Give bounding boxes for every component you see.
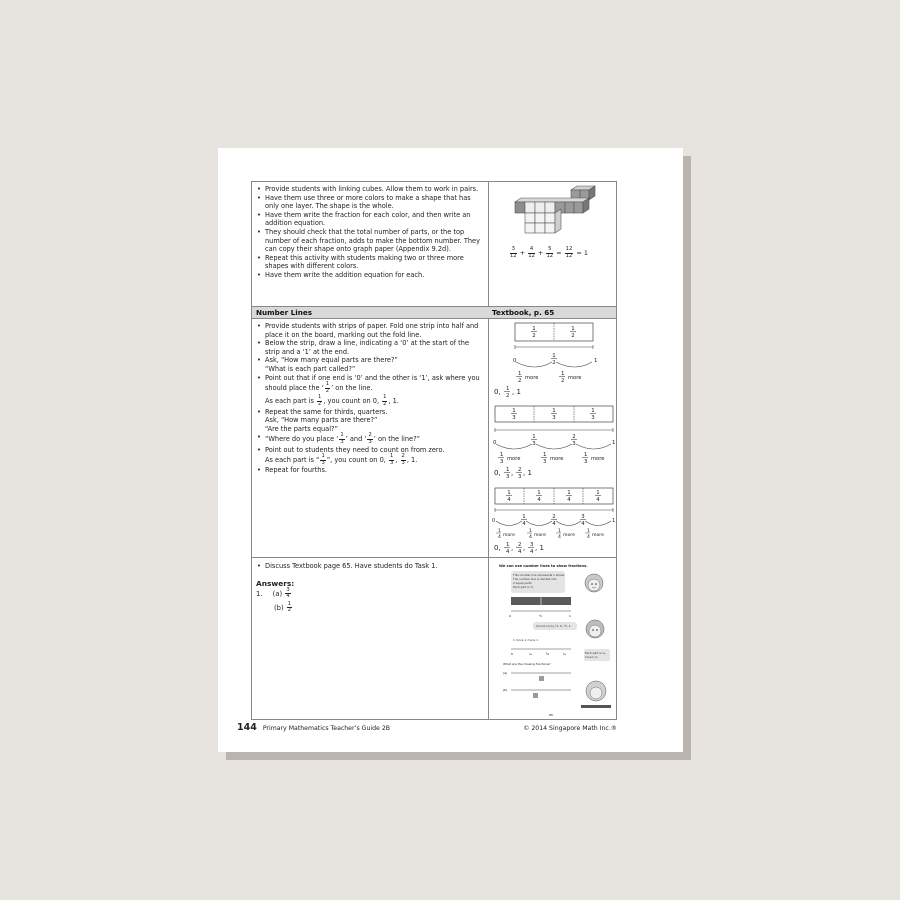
fraction-half: $\frac{1}{2}$ xyxy=(383,394,387,407)
svg-text:1: 1 xyxy=(612,518,616,524)
number-line-figures xyxy=(491,320,615,560)
linking-cubes-instructions xyxy=(256,185,484,280)
svg-text:¾: ¾ xyxy=(563,652,566,656)
page-footer-left xyxy=(237,722,390,733)
svg-text:Each part is ¼.: Each part is ¼. xyxy=(585,651,607,655)
svg-text:more: more xyxy=(503,533,515,538)
svg-text:1 more 1 more 1: 1 more 1 more 1 xyxy=(513,638,539,642)
instruction-text: As each part is xyxy=(265,397,314,406)
instruction-item: • They should check that the total number of parts, or the top number of each fraction, adds to make the bottom number. They can copy their shape onto graph paper (Appendix 9.2d). xyxy=(256,228,484,254)
svg-text:more: more xyxy=(550,456,564,462)
fraction-half: $\frac{1}{2}$ xyxy=(325,381,330,394)
svg-text:,: , xyxy=(511,469,514,477)
instruction-item: • Below the strip, draw a line, indicating a ‘0’ at the start of the strip and a ‘1’ at the end. xyxy=(256,339,484,356)
svg-text:Count on.: Count on. xyxy=(585,655,599,659)
numerator: 3 xyxy=(286,586,290,593)
svg-text:1: 1 xyxy=(584,452,588,458)
girl-avatar xyxy=(585,574,603,592)
question-number: 1. xyxy=(256,589,263,598)
fraction-half: $\frac{1}{2}$ xyxy=(318,394,322,407)
svg-text:3: 3 xyxy=(543,459,547,465)
instruction-item: • Repeat the same for thirds, quarters. xyxy=(256,408,484,417)
task-instructions xyxy=(256,562,484,614)
svg-text:1: 1 xyxy=(522,514,526,520)
svg-text:4: 4 xyxy=(530,549,534,555)
svg-text:, 1: , 1 xyxy=(523,469,532,477)
svg-text:1: 1 xyxy=(596,490,600,496)
svg-text:3: 3 xyxy=(552,415,556,421)
instruction-text: Point out that if one end is ‘0’ and the other is ‘1’, ask where you should place the ‘ xyxy=(265,373,480,393)
svg-text:3: 3 xyxy=(532,441,536,447)
svg-text:1: 1 xyxy=(506,467,510,473)
svg-text:0,: 0, xyxy=(494,544,501,552)
svg-text:1: 1 xyxy=(506,386,510,392)
svg-text:1: 1 xyxy=(561,371,565,377)
svg-text:4: 4 xyxy=(518,549,522,555)
textbook-title: We can use number lines to show fractions. xyxy=(499,564,588,568)
svg-text:4: 4 xyxy=(522,521,526,527)
fraction-third: $\frac{1}{3}$ xyxy=(340,432,344,445)
svg-text:2: 2 xyxy=(518,378,522,384)
svg-text:more: more xyxy=(591,456,605,462)
instruction-subline xyxy=(256,454,484,466)
answers-heading: Answers: xyxy=(256,578,295,588)
svg-text:4: 4 xyxy=(507,497,511,503)
svg-text:Each part is ½.: Each part is ½. xyxy=(513,585,535,589)
svg-text:, 1: , 1 xyxy=(512,388,521,396)
answer-label: (a) xyxy=(272,589,283,598)
instruction-text: ’ on the line?” xyxy=(373,435,421,444)
svg-text:1: 1 xyxy=(591,408,595,414)
instruction-subline: Ask, “How many parts are there?” xyxy=(265,416,378,425)
svg-text:1: 1 xyxy=(507,490,511,496)
denominator: 2 xyxy=(287,607,292,614)
instruction-text: ”, you count on 0, xyxy=(326,456,386,465)
instruction-subline: “Are the parts equal?” xyxy=(265,424,338,433)
section-header xyxy=(252,307,616,319)
svg-text:3: 3 xyxy=(506,474,510,480)
svg-text:1: 1 xyxy=(500,452,504,458)
plus-sign: + xyxy=(537,249,544,258)
svg-text:2: 2 xyxy=(518,542,522,548)
svg-text:(a): (a) xyxy=(503,671,508,675)
fraction xyxy=(565,247,574,259)
svg-text:3: 3 xyxy=(584,459,588,465)
svg-text:4: 4 xyxy=(552,521,556,527)
instruction-item: • Have them write the addition equation for each. xyxy=(256,271,484,280)
svg-text:2: 2 xyxy=(571,333,575,339)
svg-text:2 equal parts.: 2 equal parts. xyxy=(513,581,533,585)
instruction-item: • Repeat this activity with students making two or three more shapes with different colors. xyxy=(256,254,484,271)
instruction-text: , you count on 0, xyxy=(323,397,380,406)
textbook-page-image xyxy=(491,561,615,719)
instruction-item: • Have them use three or more colors to make a shape that has only one layer. The shape is the whole. xyxy=(256,194,484,211)
instruction-item: • Provide students with strips of paper. Fold one strip into half and place it on the board, marking out the fold line. xyxy=(256,322,484,339)
svg-text:4: 4 xyxy=(506,549,510,555)
svg-text:2: 2 xyxy=(572,434,576,440)
instruction-item: • Point out to students they need to count on from zero. xyxy=(256,446,484,455)
svg-text:1: 1 xyxy=(532,326,536,332)
instruction-text: “Where do you place ‘ xyxy=(265,435,339,444)
number-lines-section xyxy=(252,320,616,558)
fraction xyxy=(546,247,553,259)
fraction-third: $\frac{1}{3}$ xyxy=(389,453,394,466)
instruction-text: , 1. xyxy=(388,397,399,406)
cube-addition-equation xyxy=(509,247,588,259)
svg-text:The number line is divided int: The number line is divided into xyxy=(513,577,557,581)
textbook-reference: Textbook, p. 65 xyxy=(492,308,555,317)
svg-text:1: 1 xyxy=(612,440,616,446)
answer-b xyxy=(274,602,484,614)
cubes-illustration xyxy=(491,184,615,264)
svg-text:,: , xyxy=(523,544,526,552)
svg-text:3: 3 xyxy=(530,542,534,548)
svg-text:1: 1 xyxy=(537,490,541,496)
textbook-page-thumbnail xyxy=(491,561,615,723)
svg-text:4: 4 xyxy=(558,535,561,540)
boy-avatar xyxy=(586,620,604,638)
equals-sign: = xyxy=(576,249,582,258)
numerator: 12 xyxy=(565,246,573,252)
textbook-question: What are the missing fractions? xyxy=(503,662,551,666)
svg-text:3: 3 xyxy=(512,415,516,421)
svg-text:,: , xyxy=(511,544,514,552)
numerator: 3 xyxy=(511,246,515,252)
fraction-two-thirds: $\frac{2}{3}$ xyxy=(368,432,372,445)
svg-text:more: more xyxy=(534,533,546,538)
svg-text:4: 4 xyxy=(529,535,532,540)
svg-text:½: ½ xyxy=(539,614,542,618)
svg-text:0: 0 xyxy=(492,518,496,524)
section-title: Number Lines xyxy=(256,308,313,317)
svg-text:, 1: , 1 xyxy=(535,544,544,552)
copyright-notice: © 2014 Singapore Math Inc.® xyxy=(523,725,617,732)
svg-text:1: 1 xyxy=(543,452,547,458)
instruction-item: • Have them write the fraction for each color, and then write an addition equation. xyxy=(256,211,484,228)
svg-text:0: 0 xyxy=(513,358,517,364)
svg-text:1: 1 xyxy=(567,490,571,496)
svg-text:4: 4 xyxy=(537,497,541,503)
svg-text:1: 1 xyxy=(532,434,536,440)
svg-text:0,: 0, xyxy=(494,469,501,477)
svg-text:4: 4 xyxy=(567,497,571,503)
svg-text:2: 2 xyxy=(561,378,565,384)
svg-text:2: 2 xyxy=(506,393,510,399)
equation-result: 1 xyxy=(583,249,589,258)
instruction-text: ’ on the line. xyxy=(331,384,373,393)
svg-text:1: 1 xyxy=(498,529,501,534)
answer-fraction xyxy=(285,588,290,600)
svg-text:(b): (b) xyxy=(503,688,508,692)
denominator: 12 xyxy=(510,252,517,259)
svg-text:2: 2 xyxy=(532,333,536,339)
page-number: 144 xyxy=(237,722,257,733)
svg-text:1: 1 xyxy=(512,408,516,414)
instruction-item xyxy=(256,433,484,445)
svg-text:0,: 0, xyxy=(494,388,501,396)
instruction-subline xyxy=(256,395,484,407)
plus-sign: + xyxy=(519,249,526,258)
svg-text:²⁄₄: ²⁄₄ xyxy=(546,652,549,656)
svg-text:1: 1 xyxy=(569,614,571,618)
svg-text:0: 0 xyxy=(509,614,511,618)
svg-text:4: 4 xyxy=(596,497,600,503)
numerator: 4 xyxy=(529,246,534,252)
svg-text:3: 3 xyxy=(500,459,504,465)
svg-text:more: more xyxy=(507,456,521,462)
svg-text:0: 0 xyxy=(493,440,497,446)
number-lines-instructions xyxy=(256,322,484,475)
answer-label: (b) xyxy=(274,603,284,612)
instruction-item: • Discuss Textbook page 65. Have students do Task 1. xyxy=(256,562,484,571)
instruction-text: , 1. xyxy=(406,456,418,465)
instruction-item: • Repeat for fourths. xyxy=(256,466,484,475)
numerator: 5 xyxy=(548,246,552,252)
numerator: 1 xyxy=(287,600,292,607)
answer-list xyxy=(256,588,484,614)
instruction-item: • Ask, “How many equal parts are there?” xyxy=(256,356,484,365)
answer-a xyxy=(256,588,484,600)
denominator: 12 xyxy=(528,252,535,259)
lesson-table xyxy=(251,181,617,720)
book-title: Primary Mathematics Teacher’s Guide 2B xyxy=(262,725,391,732)
document-page xyxy=(218,148,683,752)
svg-text:more: more xyxy=(525,375,539,381)
answer-fraction xyxy=(287,602,292,614)
svg-text:2: 2 xyxy=(552,360,556,366)
instruction-subline: “What is each part called?” xyxy=(265,364,356,373)
svg-text:This number line represents 1: This number line represents 1 whole. xyxy=(513,573,565,577)
svg-text:1: 1 xyxy=(594,358,598,364)
equals-sign: = xyxy=(556,249,562,258)
svg-text:1: 1 xyxy=(552,353,556,359)
svg-text:3: 3 xyxy=(518,474,522,480)
svg-text:more: more xyxy=(568,375,582,381)
linking-cubes-section xyxy=(252,182,616,307)
svg-text:2: 2 xyxy=(518,467,522,473)
svg-text:1: 1 xyxy=(529,529,532,534)
fraction xyxy=(528,247,535,259)
svg-text:1: 1 xyxy=(506,542,510,548)
svg-text:¼: ¼ xyxy=(529,652,532,656)
instruction-text: , xyxy=(395,456,398,465)
svg-text:1: 1 xyxy=(518,371,522,377)
textbook-page-number: 65 xyxy=(549,713,553,717)
fraction xyxy=(510,247,517,259)
denominator: 12 xyxy=(546,252,554,259)
svg-text:1: 1 xyxy=(571,326,575,332)
denominator: 12 xyxy=(565,252,573,259)
svg-text:4: 4 xyxy=(587,535,590,540)
girl-avatar-2 xyxy=(586,681,606,701)
svg-text:1: 1 xyxy=(552,408,556,414)
svg-text:0: 0 xyxy=(511,652,513,656)
svg-text:more: more xyxy=(592,533,604,538)
svg-text:3: 3 xyxy=(572,441,576,447)
svg-text:Count on by ½: 0, ½, 1: Count on by ½: 0, ½, 1 xyxy=(536,624,571,628)
svg-text:1: 1 xyxy=(587,529,590,534)
svg-text:4: 4 xyxy=(581,521,585,527)
fraction-two-thirds: $\frac{2}{3}$ xyxy=(401,453,405,466)
svg-text:2: 2 xyxy=(552,514,556,520)
svg-text:3: 3 xyxy=(581,514,585,520)
svg-text:4: 4 xyxy=(498,535,501,540)
instruction-item xyxy=(256,374,484,395)
fraction-third: $\frac{1}{3}$ xyxy=(321,453,325,466)
svg-text:1: 1 xyxy=(558,529,561,534)
instruction-text: As each part is “ xyxy=(265,456,320,465)
denominator: 4 xyxy=(286,593,290,600)
textbook-task-section xyxy=(252,559,616,720)
instruction-item: • Provide students with linking cubes. Allow them to work in pairs. xyxy=(256,185,484,194)
svg-text:more: more xyxy=(563,533,575,538)
instruction-text: ’ and ‘ xyxy=(345,435,367,444)
svg-text:3: 3 xyxy=(591,415,595,421)
fraction-strips-figure xyxy=(491,320,615,556)
